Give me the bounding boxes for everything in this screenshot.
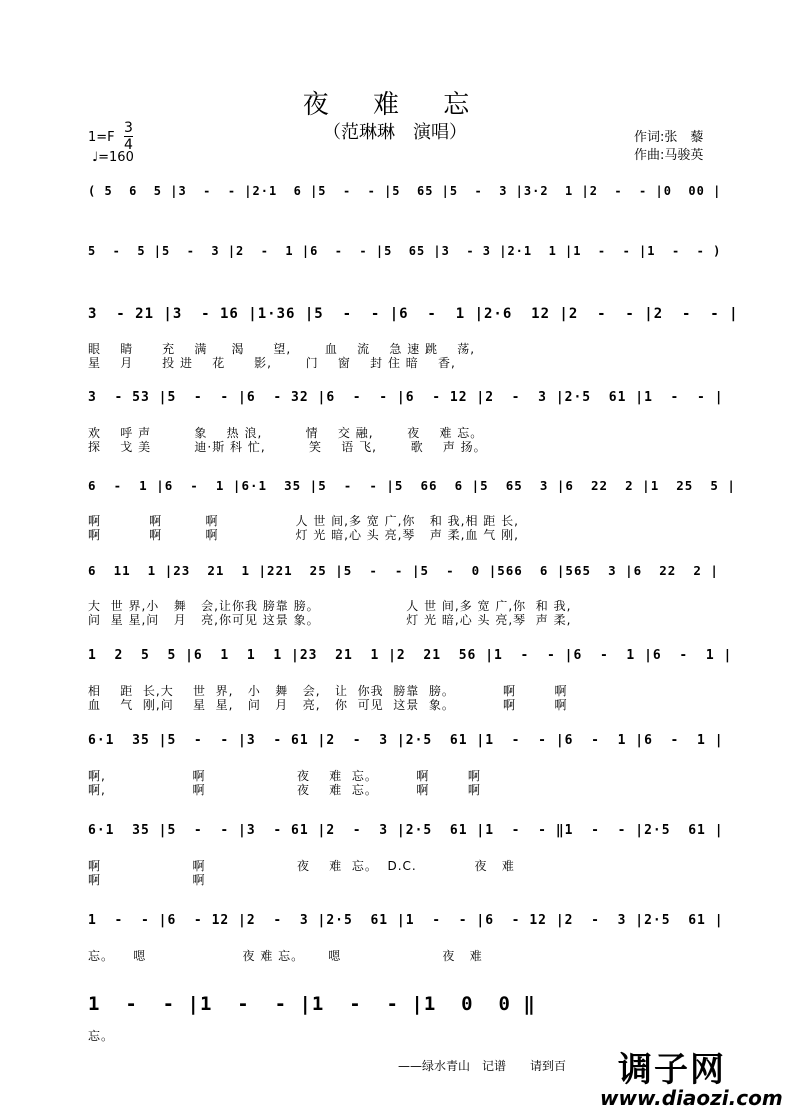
score-line bbox=[88, 555, 740, 627]
lyric-verse-2: 问 星 星,问 月 亮,你可见 这景 象。 灯 光 暗,心 头 亮,琴 声 柔, bbox=[88, 613, 572, 627]
score-line bbox=[88, 236, 740, 276]
time-signature-top: 3 bbox=[124, 120, 133, 136]
lyric-verse-1: 啊, 啊 夜 难 忘。 啊 啊 bbox=[88, 769, 481, 783]
score-line bbox=[88, 470, 740, 542]
transcriber-footer: ——绿水青山 记谱 请到百 bbox=[398, 1059, 567, 1073]
lyric-verse-1: 大 世 界,小 舞 会,让你我 膀靠 膀。 人 世 间,多 宽 广,你 和 我, bbox=[88, 599, 572, 613]
score-line bbox=[88, 905, 740, 963]
lyric-verse-1: 忘。 bbox=[88, 1029, 115, 1043]
score-line bbox=[88, 176, 740, 216]
lyric-verse-2: 啊, 啊 夜 难 忘。 啊 啊 bbox=[88, 783, 481, 797]
score-line bbox=[88, 815, 740, 887]
composer-credit: 作曲:马骏英 bbox=[634, 148, 704, 163]
lyric-verse-2: 啊 啊 啊 灯 光 暗,心 头 亮,琴 声 柔,血 气 刚, bbox=[88, 528, 519, 542]
score-line-notes: 3 - 53 |5 - - |6 - 32 |6 - - |6 - 12 |2 - 3 |2·5 61 |1 - - | bbox=[88, 390, 724, 405]
lyric-verse-1: 啊 啊 啊 人 世 间,多 宽 广,你 和 我,相 距 长, bbox=[88, 514, 519, 528]
score-line-notes: 6·1 35 |5 - - |3 - 61 |2 - 3 |2·5 61 |1 - - |6 - 1 |6 - 1 | bbox=[88, 733, 724, 748]
lyric-verse-2: 啊 啊 bbox=[88, 873, 206, 887]
score-line-notes: ( 5 6 5 |3 - - |2·1 6 |5 - - |5 65 |5 - 3 |3·2 1 |2 - - |0 00 | bbox=[88, 184, 722, 198]
lyric-verse-1: 忘。 嗯 夜 难 忘。 嗯 夜 难 bbox=[88, 949, 483, 963]
score-line-notes: 6·1 35 |5 - - |3 - 61 |2 - 3 |2·5 61 |1 - - ‖1 - - |2·5 61 | bbox=[88, 823, 724, 838]
score-line-notes: 5 - 5 |5 - 3 |2 - 1 |6 - - |5 65 |3 - 3 |2·1 1 |1 - - |1 - - ) bbox=[88, 244, 722, 258]
time-signature-bottom: 4 bbox=[124, 137, 133, 153]
song-title: 夜 难 忘 bbox=[302, 90, 488, 120]
lyric-verse-2: 星 月 投 进 花 影, 门 窗 封 住 暗 香, bbox=[88, 356, 456, 370]
site-watermark: 调子网 bbox=[618, 1050, 726, 1090]
lyric-verse-1: 眼 睛 充 满 渴 望, 血 流 急 速 跳 荡, bbox=[88, 342, 476, 356]
score-line-notes: 1 - - |6 - 12 |2 - 3 |2·5 61 |1 - - |6 - 12 |2 - 3 |2·5 61 | bbox=[88, 913, 724, 928]
tempo-marking: ♩=160 bbox=[92, 150, 134, 165]
score-line-notes: 3 - 21 |3 - 16 |1·36 |5 - - |6 - 1 |2·6 12 |2 - - |2 - - | bbox=[88, 306, 739, 322]
score-line bbox=[88, 725, 740, 797]
score-line-notes: 6 11 1 |23 21 1 |221 25 |5 - - |5 - 0 |566 6 |565 3 |6 22 2 | bbox=[88, 563, 719, 578]
key-signature: 1=F bbox=[88, 130, 115, 145]
score-line bbox=[88, 640, 740, 712]
lyric-verse-2: 探 戈 美 迪·斯 科 忙, 笑 语 飞, 歌 声 扬。 bbox=[88, 440, 487, 454]
score-line bbox=[88, 382, 740, 454]
score-line bbox=[88, 298, 740, 370]
score-line-notes: 1 2 5 5 |6 1 1 1 |23 21 1 |2 21 56 |1 - - |6 - 1 |6 - 1 | bbox=[88, 648, 733, 663]
time-signature bbox=[124, 120, 133, 153]
lyric-verse-1: 欢 呼 声 象 热 浪, 情 交 融, 夜 难 忘。 bbox=[88, 426, 484, 440]
site-watermark-url: www.diaozi.com bbox=[600, 1086, 783, 1110]
lyric-verse-1: 啊 啊 夜 难 忘。 D.C. 夜 难 bbox=[88, 859, 515, 873]
lyric-verse-1: 相 距 长,大 世 界, 小 舞 会, 让 你我 膀靠 膀。 啊 啊 bbox=[88, 684, 568, 698]
score-line bbox=[88, 985, 740, 1043]
score-line-notes: 1 - - |1 - - |1 - - |1 0 0 ‖ bbox=[88, 993, 536, 1015]
performer-subtitle: （范琳琳 演唱） bbox=[323, 122, 467, 143]
lyric-verse-2: 血 气 刚,问 星 星, 问 月 亮, 你 可见 这景 象。 啊 啊 bbox=[88, 698, 568, 712]
score-line-notes: 6 - 1 |6 - 1 |6·1 35 |5 - - |5 66 6 |5 65 3 |6 22 2 |1 25 5 | bbox=[88, 478, 736, 493]
lyricist-credit: 作词:张 藜 bbox=[634, 130, 704, 145]
